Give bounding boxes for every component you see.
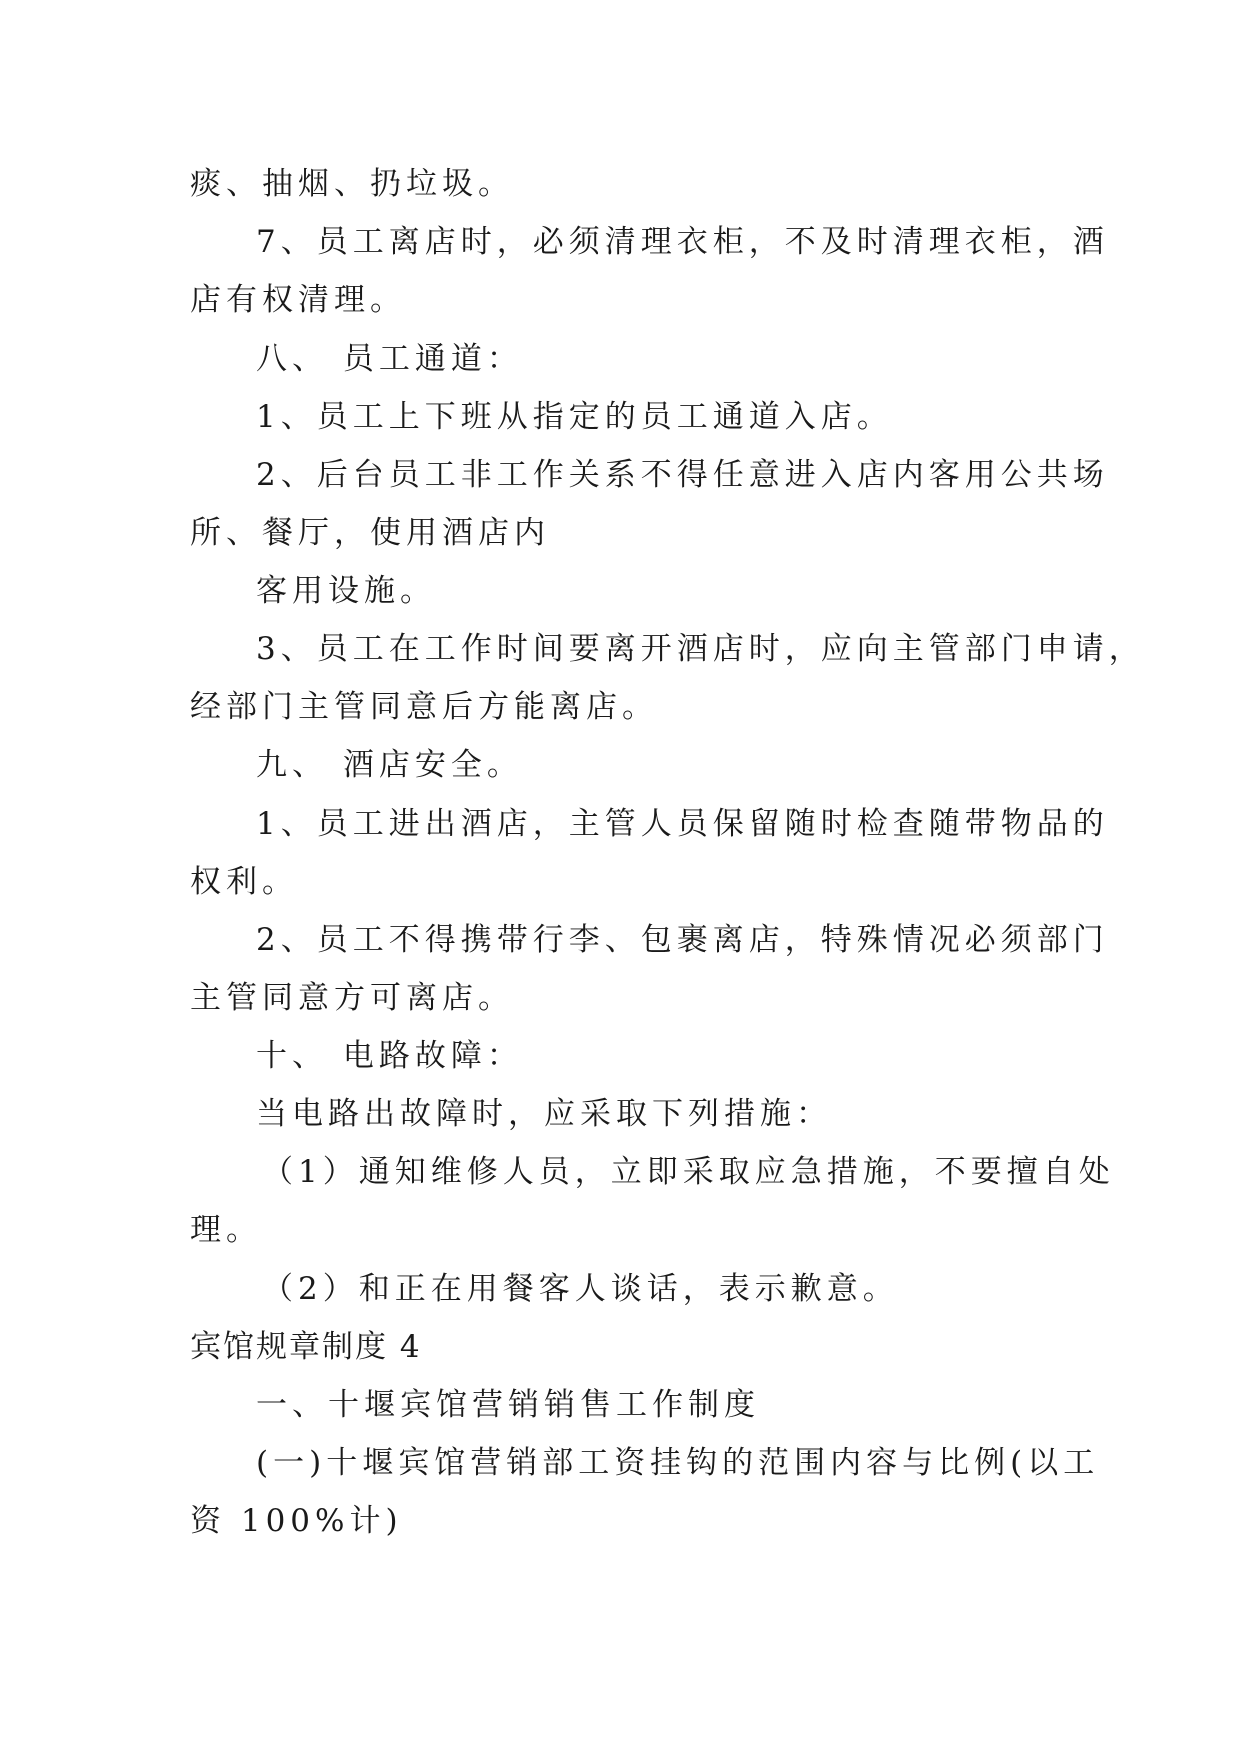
text-line: 客用设施。 xyxy=(256,573,436,609)
text-line: （1）通知维修人员，立即采取应急措施，不要擅自处 xyxy=(262,1154,1115,1190)
text-line: 2、员工不得携带行李、包裹离店，特殊情况必须部门 xyxy=(256,922,1109,958)
text-line: 所、餐厅，使用酒店内 xyxy=(190,515,550,551)
text-line: 理。 xyxy=(190,1212,262,1248)
section-heading: 八、 员工通道： xyxy=(256,341,523,377)
section-heading: 一、十堰宾馆营销销售工作制度 xyxy=(256,1387,760,1423)
text-line: 7、员工离店时，必须清理衣柜，不及时清理衣柜，酒 xyxy=(256,224,1109,260)
text-line: (一)十堰宾馆营销部工资挂钩的范围内容与比例(以工 xyxy=(256,1445,1100,1481)
text-line: 资 100%计) xyxy=(190,1503,403,1539)
text-line: 3、员工在工作时间要离开酒店时，应向主管部门申请， xyxy=(256,631,1145,667)
text-line: （2）和正在用餐客人谈话，表示歉意。 xyxy=(262,1271,899,1307)
text-line: 1、员工上下班从指定的员工通道入店。 xyxy=(256,399,893,435)
section-heading: 九、 酒店安全。 xyxy=(256,747,523,783)
text-line: 2、后台员工非工作关系不得任意进入店内客用公共场 xyxy=(256,457,1109,493)
text-line: 经部门主管同意后方能离店。 xyxy=(190,689,658,725)
text-line: 权利。 xyxy=(190,864,298,900)
text-line: 当电路出故障时，应采取下列措施： xyxy=(256,1096,832,1132)
text-line: 痰、抽烟、扔垃圾。 xyxy=(190,166,514,202)
document-heading: 宾馆规章制度 4 xyxy=(190,1329,422,1365)
text-line: 1、员工进出酒店，主管人员保留随时检查随带物品的 xyxy=(256,806,1109,842)
text-line: 主管同意方可离店。 xyxy=(190,980,514,1016)
section-heading: 十、 电路故障： xyxy=(256,1038,523,1074)
text-line: 店有权清理。 xyxy=(190,282,406,318)
